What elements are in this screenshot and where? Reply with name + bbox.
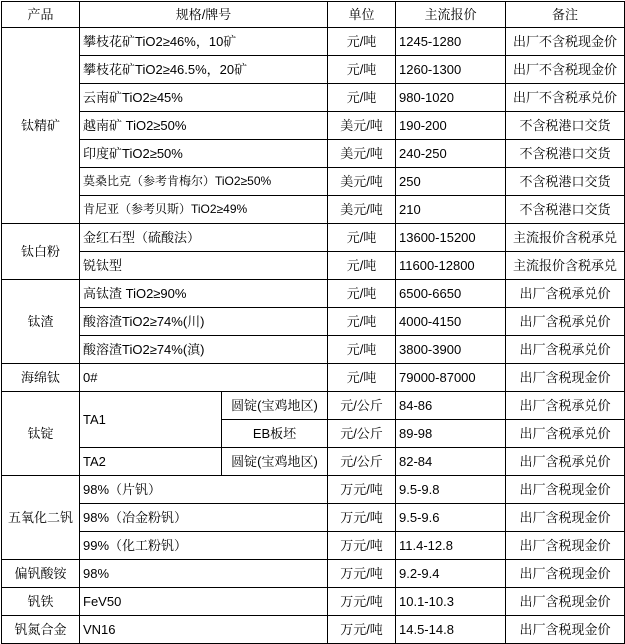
unit-cell: 元/吨 <box>328 252 396 280</box>
category-cell: 海绵钛 <box>2 364 80 392</box>
unit-cell: 美元/吨 <box>328 168 396 196</box>
spec-cell: VN16 <box>80 616 328 644</box>
unit-cell: 元/公斤 <box>328 420 396 448</box>
note-cell: 出厂不含税承兑价 <box>506 84 625 112</box>
unit-cell: 美元/吨 <box>328 140 396 168</box>
note-cell: 出厂含税承兑价 <box>506 336 625 364</box>
table-row <box>2 616 625 644</box>
price-cell: 11600-12800 <box>396 252 506 280</box>
header-unit: 单位 <box>328 2 396 28</box>
unit-cell: 元/吨 <box>328 224 396 252</box>
unit-cell: 万元/吨 <box>328 504 396 532</box>
unit-cell: 万元/吨 <box>328 588 396 616</box>
unit-cell: 元/吨 <box>328 336 396 364</box>
unit-cell: 美元/吨 <box>328 196 396 224</box>
price-cell: 82-84 <box>396 448 506 476</box>
unit-cell: 美元/吨 <box>328 112 396 140</box>
category-cell: 五氧化二钒 <box>2 476 80 560</box>
table-row <box>2 112 625 140</box>
unit-cell: 元/公斤 <box>328 448 396 476</box>
unit-cell: 元/公斤 <box>328 392 396 420</box>
spec-cell: 攀枝花矿TiO2≥46%，10矿 <box>80 28 328 56</box>
note-cell: 不含税港口交货 <box>506 196 625 224</box>
note-cell: 出厂不含税现金价 <box>506 28 625 56</box>
table-row <box>2 28 625 56</box>
price-cell: 79000-87000 <box>396 364 506 392</box>
price-cell: 980-1020 <box>396 84 506 112</box>
unit-cell: 元/吨 <box>328 56 396 84</box>
header-note: 备注 <box>506 2 625 28</box>
unit-cell: 元/吨 <box>328 84 396 112</box>
price-cell: 1245-1280 <box>396 28 506 56</box>
note-cell: 出厂含税承兑价 <box>506 280 625 308</box>
price-sheet <box>0 1 625 637</box>
table-body <box>2 28 625 644</box>
category-cell: 钛渣 <box>2 280 80 364</box>
price-cell: 4000-4150 <box>396 308 506 336</box>
price-cell: 250 <box>396 168 506 196</box>
price-cell: 6500-6650 <box>396 280 506 308</box>
price-cell: 10.1-10.3 <box>396 588 506 616</box>
price-cell: 1260-1300 <box>396 56 506 84</box>
note-cell: 出厂含税承兑价 <box>506 448 625 476</box>
header-product: 产品 <box>2 2 80 28</box>
note-cell: 不含税港口交货 <box>506 140 625 168</box>
note-cell: 出厂含税现金价 <box>506 588 625 616</box>
unit-cell: 元/吨 <box>328 280 396 308</box>
note-cell: 出厂含税承兑价 <box>506 392 625 420</box>
table-row <box>2 588 625 616</box>
price-cell: 190-200 <box>396 112 506 140</box>
unit-cell: 元/吨 <box>328 308 396 336</box>
spec-cell: 高钛渣 TiO2≥90% <box>80 280 328 308</box>
price-cell: 240-250 <box>396 140 506 168</box>
table-row <box>2 140 625 168</box>
price-cell: 3800-3900 <box>396 336 506 364</box>
price-table <box>1 1 625 644</box>
table-row <box>2 84 625 112</box>
price-cell: 14.5-14.8 <box>396 616 506 644</box>
grade-cell: TA1 <box>80 392 222 448</box>
price-cell: 210 <box>396 196 506 224</box>
spec-cell: 酸溶渣TiO2≥74%(川) <box>80 308 328 336</box>
table-row <box>2 476 625 504</box>
note-cell: 主流报价含税承兑 <box>506 224 625 252</box>
spec-cell: FeV50 <box>80 588 328 616</box>
spec-cell: 云南矿TiO2≥45% <box>80 84 328 112</box>
unit-cell: 万元/吨 <box>328 532 396 560</box>
table-header <box>2 2 625 28</box>
spec-cell: 锐钛型 <box>80 252 328 280</box>
spec-cell: 98%（冶金粉钒） <box>80 504 328 532</box>
table-row <box>2 504 625 532</box>
unit-cell: 万元/吨 <box>328 616 396 644</box>
spec-cell: 攀枝花矿TiO2≥46.5%，20矿 <box>80 56 328 84</box>
spec-cell: 越南矿 TiO2≥50% <box>80 112 328 140</box>
spec-cell: 莫桑比克（参考肯梅尔）TiO2≥50% <box>80 168 328 196</box>
spec-cell: 0# <box>80 364 328 392</box>
table-row <box>2 532 625 560</box>
spec-cell: 99%（化工粉钒） <box>80 532 328 560</box>
table-row <box>2 56 625 84</box>
spec-cell: 印度矿TiO2≥50% <box>80 140 328 168</box>
table-row <box>2 448 625 476</box>
note-cell: 出厂含税现金价 <box>506 504 625 532</box>
category-cell: 钒铁 <box>2 588 80 616</box>
note-cell: 出厂含税现金价 <box>506 560 625 588</box>
table-row <box>2 280 625 308</box>
category-cell: 钛精矿 <box>2 28 80 224</box>
spec-cell: 圆锭(宝鸡地区) <box>222 448 328 476</box>
note-cell: 出厂含税现金价 <box>506 364 625 392</box>
category-cell: 钛白粉 <box>2 224 80 280</box>
price-cell: 84-86 <box>396 392 506 420</box>
category-cell: 钒氮合金 <box>2 616 80 644</box>
table-row <box>2 224 625 252</box>
price-cell: 9.5-9.8 <box>396 476 506 504</box>
note-cell: 出厂含税承兑价 <box>506 420 625 448</box>
header-row <box>2 2 625 28</box>
note-cell: 不含税港口交货 <box>506 112 625 140</box>
table-row <box>2 168 625 196</box>
spec-cell: 肯尼亚（参考贝斯）TiO2≥49% <box>80 196 328 224</box>
unit-cell: 元/吨 <box>328 28 396 56</box>
unit-cell: 元/吨 <box>328 364 396 392</box>
spec-cell: EB板坯 <box>222 420 328 448</box>
table-row <box>2 392 625 420</box>
note-cell: 主流报价含税承兑 <box>506 252 625 280</box>
price-cell: 9.5-9.6 <box>396 504 506 532</box>
price-cell: 13600-15200 <box>396 224 506 252</box>
header-spec: 规格/牌号 <box>80 2 328 28</box>
category-cell: 偏钒酸铵 <box>2 560 80 588</box>
spec-cell: 98%（片钒） <box>80 476 328 504</box>
unit-cell: 万元/吨 <box>328 560 396 588</box>
note-cell: 出厂含税现金价 <box>506 532 625 560</box>
note-cell: 不含税港口交货 <box>506 168 625 196</box>
spec-cell: 金红石型（硫酸法） <box>80 224 328 252</box>
table-row <box>2 196 625 224</box>
note-cell: 出厂不含税现金价 <box>506 56 625 84</box>
header-price: 主流报价 <box>396 2 506 28</box>
table-row <box>2 252 625 280</box>
note-cell: 出厂含税承兑价 <box>506 308 625 336</box>
price-cell: 9.2-9.4 <box>396 560 506 588</box>
spec-cell: 酸溶渣TiO2≥74%(滇) <box>80 336 328 364</box>
category-cell: 钛锭 <box>2 392 80 476</box>
note-cell: 出厂含税现金价 <box>506 476 625 504</box>
price-cell: 11.4-12.8 <box>396 532 506 560</box>
table-row <box>2 308 625 336</box>
unit-cell: 万元/吨 <box>328 476 396 504</box>
table-row <box>2 560 625 588</box>
table-row <box>2 336 625 364</box>
spec-cell: 98% <box>80 560 328 588</box>
table-row <box>2 364 625 392</box>
note-cell: 出厂含税现金价 <box>506 616 625 644</box>
grade-cell: TA2 <box>80 448 222 476</box>
spec-cell: 圆锭(宝鸡地区) <box>222 392 328 420</box>
price-cell: 89-98 <box>396 420 506 448</box>
